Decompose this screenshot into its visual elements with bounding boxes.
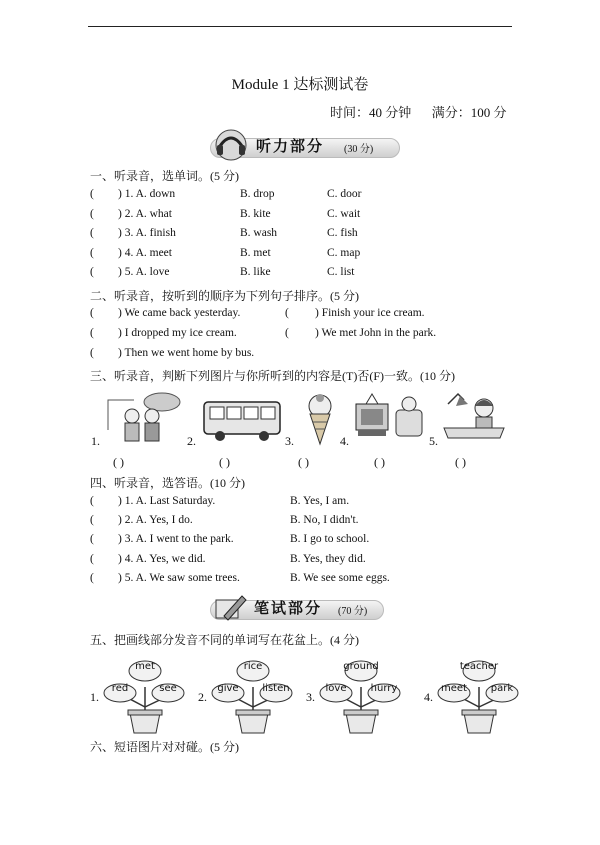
picture-label: 1. [91,434,100,448]
option-a: ) 4. A. meet [118,246,172,259]
choice-row [90,266,390,282]
option-a: ) 3. A. finish [118,227,176,239]
response-b: B. Yes, I am. [290,495,350,507]
time-score-line [330,102,507,121]
option-c: C. list [327,266,355,278]
option-c: C. fish [327,227,358,239]
page-title: Module 1 达标测试卷 [231,77,369,93]
pot-word-right: hurry [370,683,398,694]
answer-paren-open[interactable]: ( [90,227,94,239]
answer-paren[interactable]: ( ) [219,455,230,469]
written-banner [210,594,385,622]
option-b: B. kite [240,207,271,220]
pot-word-top: rice [243,661,263,672]
pot-word-top: met [135,661,155,672]
top-rule [88,26,512,27]
pot-word-right: see [159,683,177,694]
full-score: 满分：100 分 [431,105,507,120]
pot-number: 2. [198,690,207,704]
answer-paren-open[interactable]: ( [90,533,94,546]
answer-paren-open[interactable]: ( [90,266,94,278]
option-c: C. wait [327,207,361,220]
response-a: ) 2. A. Yes, I do. [118,514,193,527]
picture-label: 2. [187,434,196,448]
answer-paren[interactable]: ( ) [374,455,385,469]
pot-word-top: teacher [459,661,499,672]
choice-row [90,208,390,224]
pot-number: 4. [424,690,433,704]
section4-heading: 四、听录音，选答语。(10 分) [90,476,245,490]
sentence-row: ( ) We came back yesterday. ( ) Finish your ice cream. [90,307,425,319]
choice-row [90,247,390,263]
option-a: ) 2. A. what [118,207,172,220]
response-row [90,495,420,511]
answer-paren[interactable]: ( ) [455,455,466,469]
sentence-row: ( ) I dropped my ice cream. ( ) We met John in the park. [90,327,437,339]
picture-label: 3. [285,434,294,448]
choice-row [90,227,390,243]
section6-heading: 六、短语图片对对碰。(5 分) [90,740,239,754]
response-row [90,514,420,530]
pot-word-left: red [111,683,129,694]
answer-paren-open[interactable]: ( [90,207,94,220]
response-a: ) 3. A. I went to the park. [118,533,234,546]
written-title: 笔试部分 [254,599,323,617]
answer-paren-open[interactable]: ( [90,571,94,584]
time-limit: 时间：40 分钟 [330,105,412,120]
answer-paren-open[interactable]: ( [90,188,94,200]
park-children-picture [104,390,182,446]
tv-watching-picture [352,388,426,444]
pot-word-right: listen [262,683,290,694]
section3-heading: 三、听录音，判断下列图片与你所听到的内容是(T)否(F)一致。(10 分) [90,369,455,383]
response-b: B. Yes, they did. [290,552,366,565]
response-row [90,553,420,569]
option-b: B. wash [240,227,278,239]
pencil-book-icon [212,590,248,624]
sentence-row: ( ) Then we went home by bus. [90,347,255,359]
answer-paren-open[interactable]: ( [90,514,94,527]
option-b: B. like [240,266,271,278]
picture-label: 4. [340,434,349,448]
section1-heading: 一、听录音，选单词。(5 分) [90,169,239,183]
response-b: B. We see some eggs. [290,571,390,584]
pot-word-left: love [325,683,347,694]
choice-row [90,188,390,204]
desk-study-picture [440,390,510,446]
bus-picture [202,400,282,442]
option-b: B. drop [240,188,275,200]
response-row [90,533,420,549]
response-row [90,572,420,588]
listening-banner [210,132,400,160]
response-a: ) 5. A. We saw some trees. [118,571,240,584]
section2-heading: 二、听录音，按听到的顺序为下列句子排序。(5 分) [90,289,359,303]
pot-word-left: give [217,683,239,694]
answer-paren[interactable]: ( ) [298,455,309,469]
answer-paren-open[interactable]: ( [90,552,94,565]
option-c: C. door [327,188,362,200]
pot-word-top: ground [343,661,379,672]
answer-paren-open[interactable]: ( [90,495,94,507]
headphones-icon [212,128,250,162]
pot-word-right: park [490,683,514,694]
written-points: (70 分) [338,606,368,617]
picture-label: 5. [429,434,438,448]
listening-points: (30 分) [344,144,374,155]
pot-number: 3. [306,690,315,704]
option-a: ) 5. A. love [118,266,170,278]
response-b: B. I go to school. [290,533,370,546]
option-c: C. map [327,246,361,259]
response-a: ) 4. A. Yes, we did. [118,552,206,565]
answer-paren[interactable]: ( ) [113,455,124,469]
option-b: B. met [240,246,271,259]
listening-title: 听力部分 [256,137,325,155]
response-b: B. No, I didn't. [290,514,359,527]
ice-cream-picture [300,392,340,446]
option-a: ) 1. A. down [118,188,176,200]
pot-number: 1. [90,690,99,704]
answer-paren-open[interactable]: ( [90,246,94,259]
pot-word-left: meet [441,683,467,694]
section5-heading: 五、把画线部分发音不同的单词写在花盆上。(4 分) [90,633,359,647]
response-a: ) 1. A. Last Saturday. [118,495,216,507]
